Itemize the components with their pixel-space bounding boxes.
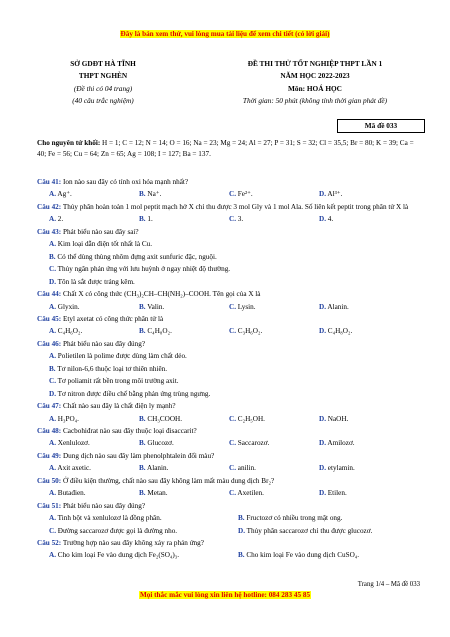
option-text: H₃PO₄. <box>57 414 79 423</box>
top-banner <box>0 30 450 38</box>
atomic-masses <box>37 138 422 160</box>
question <box>37 450 427 462</box>
answer-option[interactable] <box>319 487 409 499</box>
answer-option[interactable] <box>319 301 409 313</box>
bottom-banner-text: Mọi thắc mắc vui lòng xin liên hệ hotline: 084 283 45 85 <box>139 591 311 599</box>
option-letter: D. <box>319 302 326 311</box>
option-text: C₄H₆O₂. <box>57 327 83 336</box>
question-text: Phát biểu nào sau đây đúng? <box>61 501 146 510</box>
exam-code: Mã đề 033 <box>337 119 425 133</box>
answer-option[interactable] <box>49 390 210 398</box>
answer-option[interactable] <box>49 413 139 425</box>
answer-option[interactable] <box>229 437 319 449</box>
option-text: 2. <box>57 215 64 224</box>
answer-option[interactable] <box>49 525 238 537</box>
page-count: (Đề thi có 04 trang) <box>73 83 133 93</box>
question-number: Câu 45: <box>37 314 62 323</box>
answer-option[interactable] <box>139 188 229 200</box>
option-text: Axetilen. <box>237 489 264 498</box>
option-letter: A. <box>49 352 56 361</box>
question-count: (40 câu trắc nghiệm) <box>72 96 134 106</box>
answer-option[interactable] <box>229 213 319 225</box>
question-number: Câu 47: <box>37 402 62 411</box>
option-text: Tơ poliamit rất bền trong môi trường axit. <box>57 377 179 386</box>
answer-option[interactable] <box>139 301 229 313</box>
option-text: Etilen. <box>327 489 347 498</box>
question <box>37 288 427 300</box>
answer-option[interactable] <box>139 213 229 225</box>
answer-option[interactable] <box>139 487 229 499</box>
answer-option[interactable] <box>49 265 230 273</box>
answer-option[interactable] <box>49 240 152 248</box>
option-letter: A. <box>49 464 56 473</box>
option-text: Alanin. <box>327 302 349 311</box>
question <box>37 500 427 512</box>
option-letter: B. <box>238 514 245 523</box>
option-letter: B. <box>139 215 146 224</box>
option-letter: B. <box>139 439 146 448</box>
header-right <box>205 58 425 108</box>
question-text: Trường hợp nào sau đây không xảy ra phản ứng? <box>61 538 204 547</box>
option-letter: B. <box>238 551 245 560</box>
subject: Môn: HOÁ HỌC <box>288 83 342 93</box>
option-letter: B. <box>49 364 56 373</box>
time-limit: Thời gian: 50 phút (không tính thời gian phát đề) <box>242 96 388 106</box>
question <box>37 425 427 437</box>
option-text: C₄H₈O₂. <box>147 327 172 336</box>
option-text: Glucozơ. <box>147 439 174 448</box>
option-text: Xenlulozơ. <box>57 439 90 448</box>
option-letter: D. <box>319 414 326 423</box>
option-letter: A. <box>49 439 56 448</box>
option-letter: C. <box>229 414 236 423</box>
option-letter: D. <box>319 215 326 224</box>
option-letter: D. <box>49 389 56 398</box>
answer-option[interactable] <box>139 413 229 425</box>
exam-title: ĐỀ THI THỬ TỐT NGHIỆP THPT LẦN 1 <box>247 59 383 68</box>
option-text: Alanin. <box>147 464 169 473</box>
question-number: Câu 44: <box>37 290 62 299</box>
option-letter: B. <box>139 414 146 423</box>
question <box>37 226 427 238</box>
option-letter: C. <box>49 265 56 274</box>
answer-option[interactable] <box>229 413 319 425</box>
answer-option[interactable] <box>49 188 139 200</box>
option-letter: A. <box>49 489 56 498</box>
answer-option[interactable] <box>49 512 238 524</box>
question-text: Chất X có công thức (CH₃)₂CH–CH(NH₂)–COOH. Tên gọi của X là <box>61 290 261 299</box>
option-text: C₂H₅OH. <box>237 414 265 423</box>
question-list <box>37 176 427 562</box>
question-number: Câu 49: <box>37 451 62 460</box>
option-letter: C. <box>229 489 236 498</box>
option-text: Polietilen là polime được dùng làm chất dẻo. <box>57 352 187 361</box>
answer-option[interactable] <box>238 525 427 537</box>
option-text: Fructozơ có nhiều trong mật ong. <box>246 514 343 523</box>
answer-option[interactable] <box>49 301 139 313</box>
option-text: Tôn là sắt được tráng kẽm. <box>57 277 135 286</box>
question-number: Câu 43: <box>37 227 62 236</box>
answer-option[interactable] <box>229 188 319 200</box>
question-text: Thủy phân hoàn toàn 1 mol peptit mạch hở X chỉ thu được 3 mol Gly và 1 mol Ala. Số liên kết peptit trong phân tử X là <box>61 202 409 211</box>
question <box>37 201 427 213</box>
option-text: Axit axetic. <box>57 464 91 473</box>
option-text: Saccarozơ. <box>237 439 270 448</box>
bottom-banner <box>0 591 450 599</box>
option-text: Tơ nitron được điều chế bằng phản ứng trùng ngưng. <box>57 389 211 398</box>
answer-option[interactable] <box>229 325 319 337</box>
option-text: Butađien. <box>57 489 86 498</box>
question <box>37 537 427 549</box>
atomic-masses-text: H = 1; C = 12; N = 14; O = 16; Na = 23; Mg = 24; Al = 27; P = 31; S = 32; Cl = 35,5; Br = 80; K = 39; Ca = 40; Fe = 56; Cu = 64; Zn = 65; Ag = 108; I = 127; Ba = 137. <box>37 139 414 159</box>
answer-option[interactable] <box>49 213 139 225</box>
question-text: Phát biểu nào sau đây sai? <box>61 227 139 236</box>
option-letter: D. <box>319 190 326 199</box>
option-letter: C. <box>229 302 236 311</box>
question-text: Ở điều kiện thường, chất nào sau đây không làm mất màu dung dịch Br₂? <box>61 476 275 485</box>
option-text: etylamin. <box>327 464 355 473</box>
option-letter: B. <box>139 190 146 199</box>
option-letter: A. <box>49 240 56 249</box>
option-letter: D. <box>319 489 326 498</box>
option-text: 1. <box>147 215 153 224</box>
question-number: Câu 42: <box>37 202 62 211</box>
atomic-masses-label: Cho nguyên tử khối: <box>37 139 101 147</box>
option-letter: C. <box>229 190 236 199</box>
answer-option[interactable] <box>229 301 319 313</box>
option-letter: A. <box>49 414 56 423</box>
option-letter: A. <box>49 302 56 311</box>
question-number: Câu 46: <box>37 339 62 348</box>
option-letter: B. <box>139 489 146 498</box>
question-text: Phát biểu nào sau đây đúng? <box>61 339 146 348</box>
option-text: NaOH. <box>327 414 349 423</box>
option-text: Thủy phân saccarozơ chỉ thu được glucozơ. <box>246 526 373 535</box>
option-text: 4. <box>327 215 334 224</box>
option-text: Đường saccarozơ được gọi là đường nho. <box>57 526 178 535</box>
option-text: Cho kim loại Fe vào dung dịch CuSO₄. <box>246 551 360 560</box>
option-letter: D. <box>319 327 326 336</box>
answer-option[interactable] <box>238 512 427 524</box>
answer-option[interactable] <box>319 413 409 425</box>
answer-option[interactable] <box>49 549 238 561</box>
question-number: Câu 50: <box>37 476 62 485</box>
answer-option[interactable] <box>49 437 139 449</box>
option-letter: C. <box>229 215 236 224</box>
option-text: Al³⁺. <box>327 190 343 199</box>
question <box>37 338 427 350</box>
question <box>37 176 427 188</box>
answer-option[interactable] <box>49 325 139 337</box>
option-text: Na⁺. <box>147 190 162 199</box>
option-letter: D. <box>238 526 245 535</box>
option-text: Lysin. <box>237 302 256 311</box>
option-letter: C. <box>229 327 236 336</box>
answer-option[interactable] <box>319 213 409 225</box>
question-text: Cacbohiđrat nào sau đây thuộc loại đisaccarit? <box>61 426 197 435</box>
answer-option[interactable] <box>49 253 217 261</box>
option-letter: C. <box>229 464 236 473</box>
question-number: Câu 52: <box>37 538 62 547</box>
option-letter: C. <box>229 439 236 448</box>
question <box>37 313 427 325</box>
school-year: NĂM HỌC 2022-2023 <box>280 71 350 81</box>
option-letter: B. <box>139 302 146 311</box>
option-text: Metan. <box>147 489 168 498</box>
answer-option[interactable] <box>319 325 409 337</box>
option-text: Thủy ngân phản ứng với lưu huỳnh ở ngay nhiệt độ thường. <box>57 265 231 274</box>
option-text: anilin. <box>237 464 256 473</box>
question-number: Câu 51: <box>37 501 62 510</box>
answer-option[interactable] <box>238 549 427 561</box>
option-text: C₃H₆O₂. <box>237 327 263 336</box>
option-text: Valin. <box>147 302 165 311</box>
option-text: 3. <box>237 215 244 224</box>
option-letter: D. <box>49 277 56 286</box>
answer-option[interactable] <box>49 352 187 360</box>
answer-option[interactable] <box>229 487 319 499</box>
header-left <box>38 58 168 108</box>
answer-option[interactable] <box>139 437 229 449</box>
option-letter: B. <box>49 252 56 261</box>
option-letter: B. <box>139 464 146 473</box>
option-letter: D. <box>319 439 326 448</box>
option-letter: B. <box>139 327 146 336</box>
option-letter: A. <box>49 327 56 336</box>
option-text: Cho kim loại Fe vào dung dịch Fe₂(SO₄)₃. <box>57 551 180 560</box>
option-text: Kim loại dẫn điện tốt nhất là Cu. <box>57 240 153 249</box>
answer-option[interactable] <box>139 462 229 474</box>
answer-option[interactable] <box>49 462 139 474</box>
option-text: CH₃COOH. <box>147 414 183 423</box>
answer-option[interactable] <box>49 278 135 286</box>
answer-option[interactable] <box>49 487 139 499</box>
top-banner-text: Đây là bản xem thử, vui lòng mua tài liệu để xem chi tiết (có lời giải) <box>120 30 330 38</box>
option-letter: A. <box>49 190 56 199</box>
question <box>37 475 427 487</box>
option-text: Có thể dùng thùng nhôm đựng axit sunfuric đặc, nguội. <box>57 252 217 261</box>
option-text: Fe²⁺. <box>237 190 253 199</box>
answer-option[interactable] <box>319 462 409 474</box>
option-letter: C. <box>49 377 56 386</box>
option-letter: A. <box>49 551 56 560</box>
answer-option[interactable] <box>49 377 179 385</box>
option-letter: A. <box>49 514 56 523</box>
question-number: Câu 48: <box>37 426 62 435</box>
answer-option[interactable] <box>319 188 409 200</box>
option-text: C₄H₈O₂. <box>327 327 353 336</box>
answer-option[interactable] <box>49 365 167 373</box>
question <box>37 400 427 412</box>
option-text: Glyxin. <box>57 302 80 311</box>
question-number: Câu 41: <box>37 178 62 186</box>
page-footer: Trang 1/4 – Mã đề 033 <box>357 581 420 588</box>
school-name: THPT NGHÈN <box>78 71 128 81</box>
department: SỞ GDĐT HÀ TĨNH <box>70 59 136 68</box>
question-text: Ion nào sau đây có tính oxi hóa mạnh nhất? <box>61 178 189 186</box>
question-text: Chất nào sau đây là chất điện ly mạnh? <box>61 402 176 411</box>
question-text: Etyl axetat có công thức phân tử là <box>61 314 164 323</box>
option-text: Tinh bột và xenlulozơ là đồng phân. <box>57 514 162 523</box>
option-letter: D. <box>319 464 326 473</box>
option-letter: C. <box>49 526 56 535</box>
option-text: Ag⁺. <box>57 190 72 199</box>
option-text: Amilozơ. <box>327 439 355 448</box>
question-text: Dung dịch nào sau đây làm phenolphtalein đổi màu? <box>61 451 215 460</box>
answer-option[interactable] <box>319 437 409 449</box>
option-text: Tơ nilon-6,6 thuộc loại tơ thiên nhiên. <box>57 364 168 373</box>
option-letter: A. <box>49 215 56 224</box>
answer-option[interactable] <box>229 462 319 474</box>
answer-option[interactable] <box>139 325 229 337</box>
